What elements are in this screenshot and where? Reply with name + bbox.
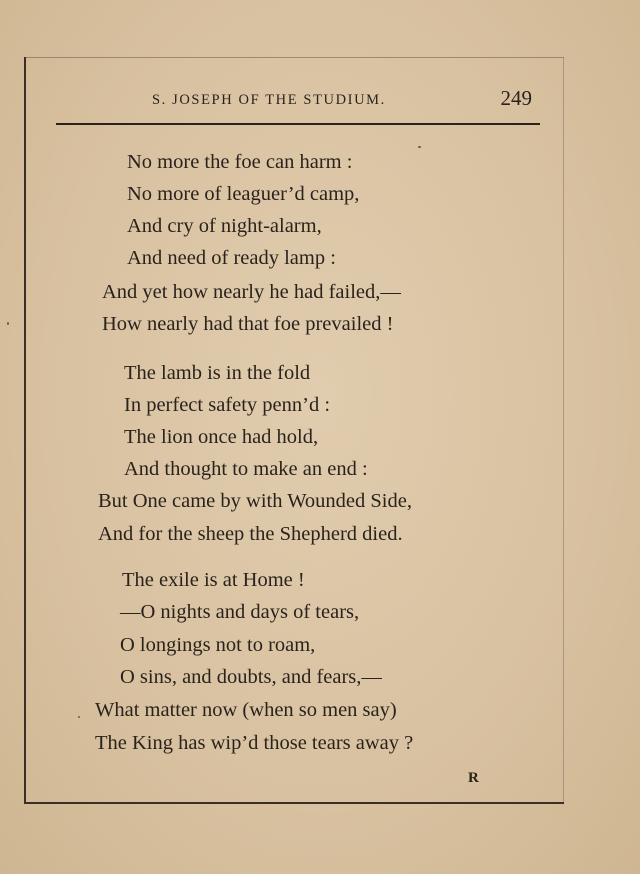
paper-speck [418, 146, 421, 148]
poem-line: In perfect safety penn’d : [124, 394, 331, 416]
author-signature: R [468, 770, 479, 786]
poem-line: And for the sheep the Shepherd died. [98, 523, 403, 545]
poem-line: What matter now (when so men say) [95, 699, 397, 721]
poem-line: The exile is at Home ! [122, 569, 305, 591]
poem-line: And yet how nearly he had failed,— [102, 281, 401, 303]
page-number: 249 [500, 86, 532, 110]
poem-line: And need of ready lamp : [127, 247, 336, 269]
poem-line: The lion once had hold, [124, 426, 319, 448]
paper-speck [78, 716, 80, 718]
poem-line: How nearly had that foe prevailed ! [102, 313, 394, 335]
poem-line: The King has wip’d those tears away ? [95, 732, 414, 754]
poem-line: No more of leaguer’d camp, [127, 183, 360, 205]
poem-line: —O nights and days of tears, [120, 601, 360, 623]
poem-line: And thought to make an end : [124, 458, 368, 480]
poem-line: And cry of night-alarm, [127, 215, 322, 237]
poem-line: O longings not to roam, [120, 634, 316, 656]
poem-line: No more the foe can harm : [127, 151, 353, 173]
poem-line: The lamb is in the fold [124, 362, 311, 384]
poem-line: But One came by with Wounded Side, [98, 490, 412, 512]
running-title: S. JOSEPH OF THE STUDIUM. [152, 92, 386, 108]
paper-speck [7, 322, 9, 325]
poem-line: O sins, and doubts, and fears,— [120, 666, 382, 688]
